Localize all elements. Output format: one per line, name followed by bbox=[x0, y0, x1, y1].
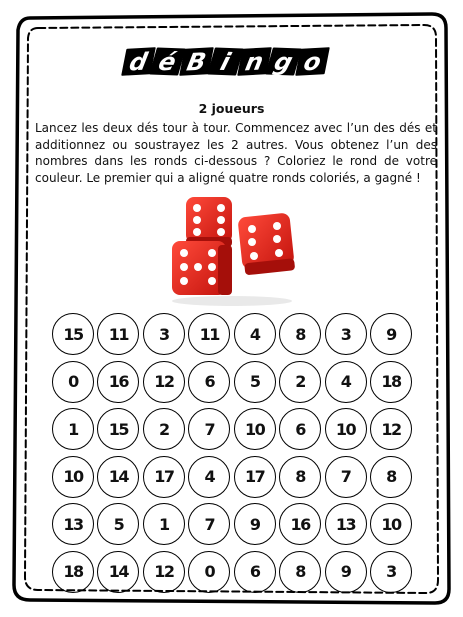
title-letter: B bbox=[179, 47, 214, 75]
die-back-left bbox=[186, 197, 232, 247]
number-circle[interactable]: 7 bbox=[188, 503, 230, 545]
number-circle[interactable]: 8 bbox=[279, 313, 321, 355]
grid-row bbox=[52, 456, 412, 501]
die-front bbox=[172, 241, 232, 295]
number-circle[interactable]: 6 bbox=[279, 408, 321, 450]
game-title bbox=[124, 48, 327, 84]
number-circle[interactable]: 16 bbox=[279, 503, 321, 545]
die-right bbox=[237, 212, 295, 275]
instructions-text: Lancez les deux dés tour à tour. Commencez avec l’un des dés et additionnez ou soustrayez les 2 autres. Vous obtenez l’un des nombres dans les ronds ci-dessous ? Coloriez le rond de votre couleur. Le premier qui a aligné quatre ronds coloriés, a gagné ! bbox=[35, 121, 437, 185]
number-circle[interactable]: 18 bbox=[370, 361, 412, 403]
title-letter: o bbox=[295, 47, 330, 75]
grid-row bbox=[52, 503, 412, 548]
number-circle[interactable]: 6 bbox=[188, 361, 230, 403]
number-circle[interactable]: 9 bbox=[234, 503, 276, 545]
number-circle[interactable]: 8 bbox=[370, 456, 412, 498]
grid-row bbox=[52, 361, 412, 406]
number-circle[interactable]: 12 bbox=[143, 361, 185, 403]
number-circle[interactable]: 8 bbox=[279, 551, 321, 593]
bingo-grid bbox=[52, 313, 412, 598]
number-circle[interactable]: 10 bbox=[370, 503, 412, 545]
grid-row bbox=[52, 551, 412, 596]
title-letter: d bbox=[121, 47, 156, 75]
number-circle[interactable]: 12 bbox=[143, 551, 185, 593]
number-circle[interactable]: 17 bbox=[143, 456, 185, 498]
number-circle[interactable]: 4 bbox=[325, 361, 367, 403]
number-circle[interactable]: 10 bbox=[52, 456, 94, 498]
number-circle[interactable]: 12 bbox=[370, 408, 412, 450]
number-circle[interactable]: 7 bbox=[325, 456, 367, 498]
title-letter: é bbox=[149, 48, 185, 76]
number-circle[interactable]: 2 bbox=[279, 361, 321, 403]
number-circle[interactable]: 9 bbox=[370, 313, 412, 355]
dice-image bbox=[164, 193, 298, 307]
title-letter: g bbox=[265, 48, 301, 76]
number-circle[interactable]: 0 bbox=[188, 551, 230, 593]
number-circle[interactable]: 14 bbox=[97, 456, 139, 498]
number-circle[interactable]: 9 bbox=[325, 551, 367, 593]
number-circle[interactable]: 15 bbox=[52, 313, 94, 355]
number-circle[interactable]: 5 bbox=[234, 361, 276, 403]
number-circle[interactable]: 16 bbox=[97, 361, 139, 403]
number-circle[interactable]: 3 bbox=[370, 551, 412, 593]
number-circle[interactable]: 8 bbox=[279, 456, 321, 498]
number-circle[interactable]: 7 bbox=[188, 408, 230, 450]
number-circle[interactable]: 5 bbox=[97, 503, 139, 545]
number-circle[interactable]: 13 bbox=[325, 503, 367, 545]
title-letter: i bbox=[207, 48, 243, 76]
number-circle[interactable]: 2 bbox=[143, 408, 185, 450]
number-circle[interactable]: 18 bbox=[52, 551, 94, 593]
number-circle[interactable]: 3 bbox=[143, 313, 185, 355]
number-circle[interactable]: 17 bbox=[234, 456, 276, 498]
number-circle[interactable]: 11 bbox=[188, 313, 230, 355]
grid-row bbox=[52, 313, 412, 358]
number-circle[interactable]: 1 bbox=[52, 408, 94, 450]
number-circle[interactable]: 0 bbox=[52, 361, 94, 403]
number-circle[interactable]: 6 bbox=[234, 551, 276, 593]
title-letter: n bbox=[237, 47, 272, 75]
player-count: 2 joueurs bbox=[198, 101, 265, 116]
number-circle[interactable]: 14 bbox=[97, 551, 139, 593]
number-circle[interactable]: 4 bbox=[188, 456, 230, 498]
number-circle[interactable]: 10 bbox=[234, 408, 276, 450]
number-circle[interactable]: 10 bbox=[325, 408, 367, 450]
number-circle[interactable]: 1 bbox=[143, 503, 185, 545]
number-circle[interactable]: 3 bbox=[325, 313, 367, 355]
grid-row bbox=[52, 408, 412, 453]
number-circle[interactable]: 4 bbox=[234, 313, 276, 355]
number-circle[interactable]: 11 bbox=[97, 313, 139, 355]
number-circle[interactable]: 15 bbox=[97, 408, 139, 450]
number-circle[interactable]: 13 bbox=[52, 503, 94, 545]
